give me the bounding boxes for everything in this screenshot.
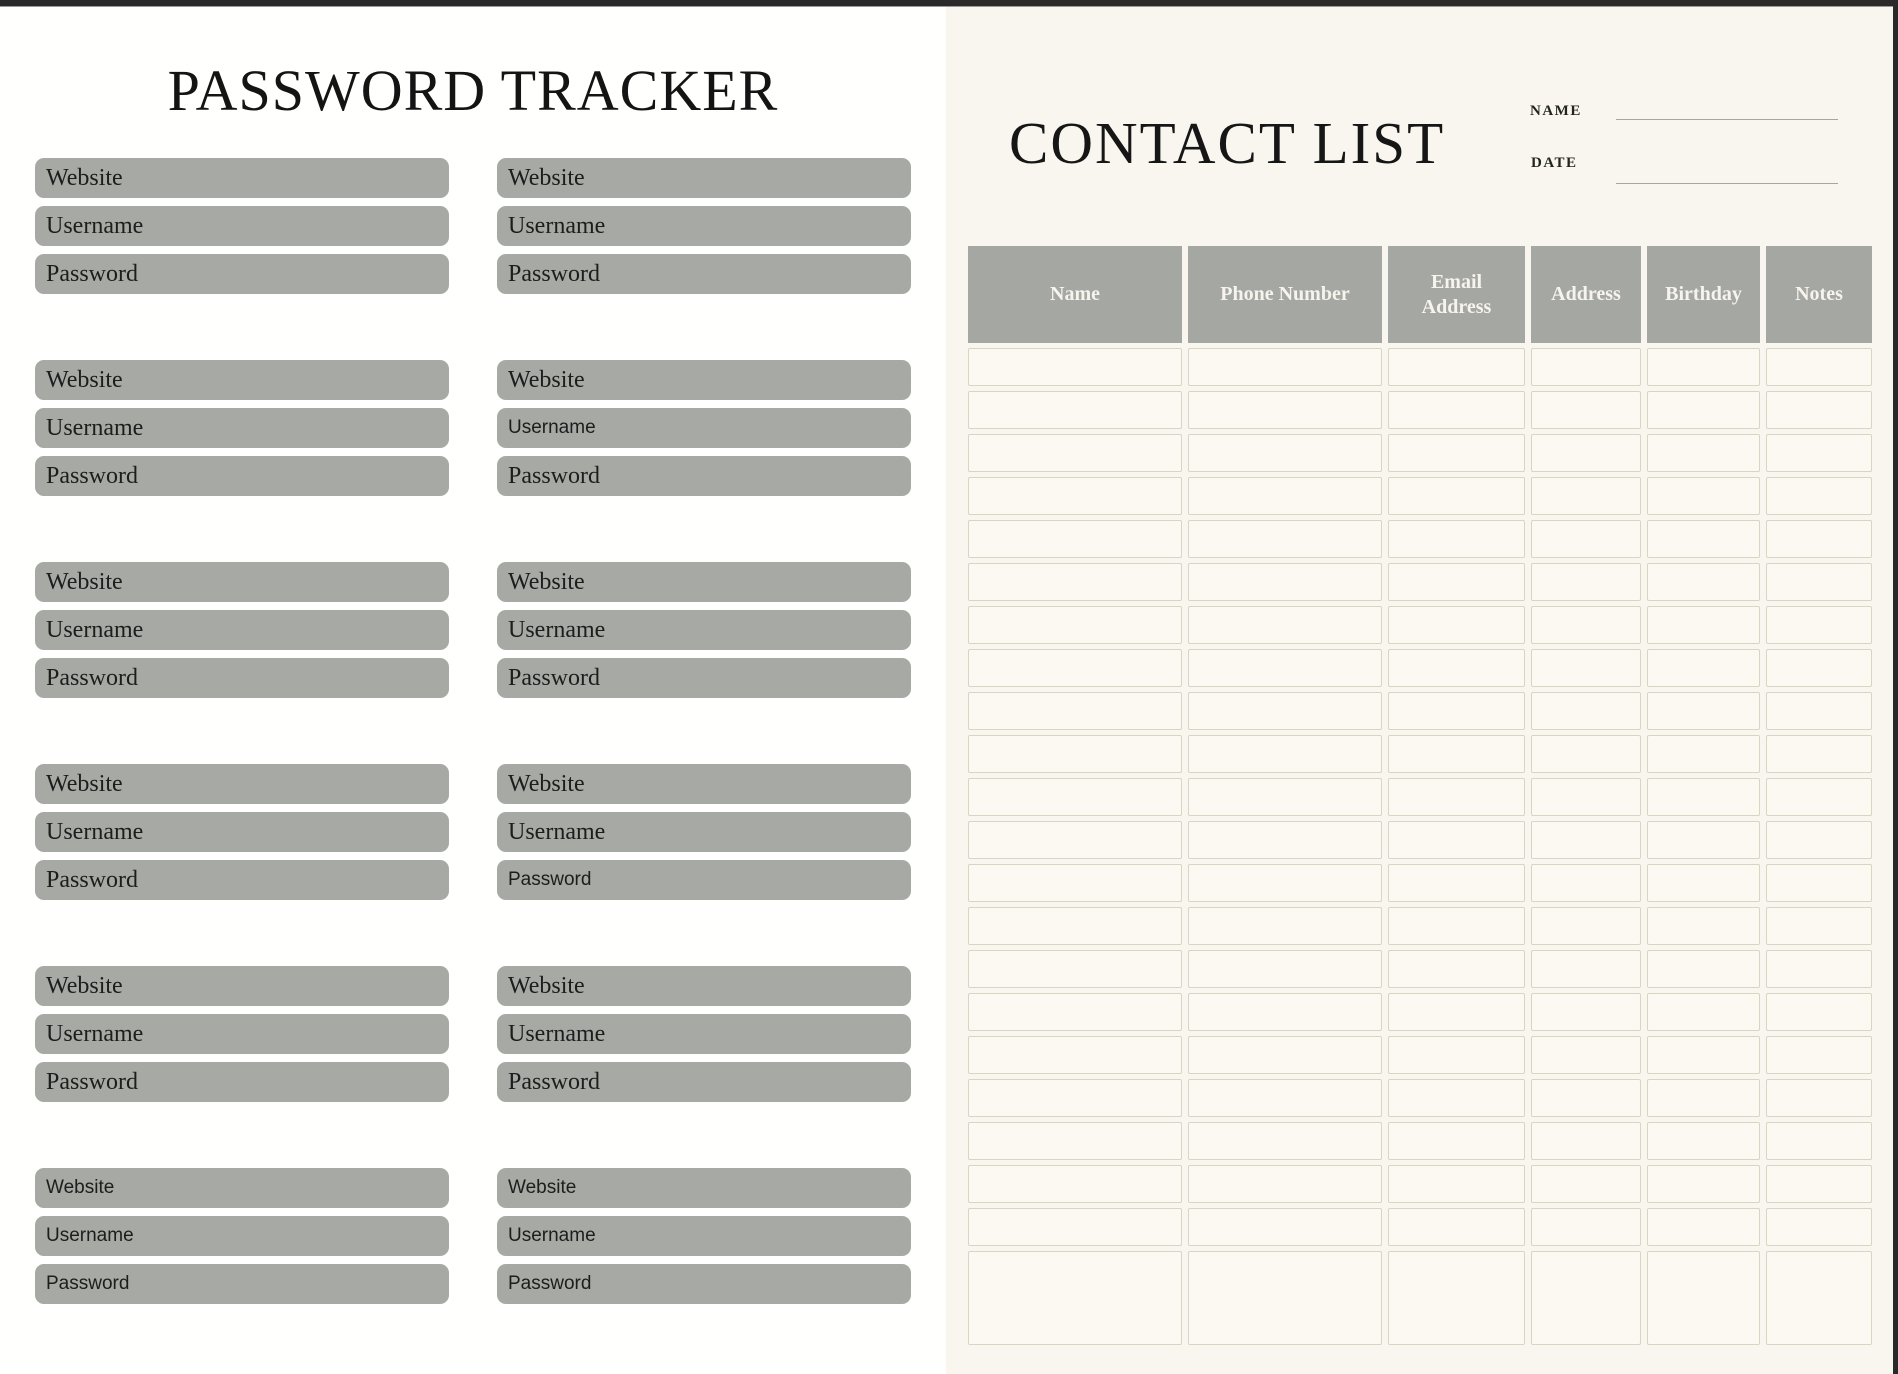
contact-cell-birthday[interactable] [1647, 1079, 1760, 1117]
password-tracker-title: PASSWORD TRACKER [167, 58, 779, 123]
username-field[interactable] [35, 408, 449, 448]
field-label: Password [46, 664, 139, 691]
contact-cell-birthday[interactable] [1647, 692, 1760, 730]
contact-cell-email-address[interactable] [1388, 821, 1525, 859]
contact-cell-notes[interactable] [1766, 434, 1872, 472]
contact-cell-name[interactable] [968, 1208, 1182, 1246]
contact-cell-email-address[interactable] [1388, 477, 1525, 515]
contact-cell-notes[interactable] [1766, 993, 1872, 1031]
contact-list-page [946, 7, 1893, 1374]
contact-cell-phone-number[interactable] [1188, 1122, 1382, 1160]
username-field[interactable] [35, 610, 449, 650]
contact-table-row [968, 520, 1873, 558]
contact-cell-address[interactable] [1531, 1165, 1641, 1203]
password-field[interactable] [35, 1264, 449, 1304]
field-label: Website [508, 164, 585, 191]
password-field[interactable] [35, 1062, 449, 1102]
contact-cell-name[interactable] [968, 520, 1182, 558]
contact-cell-notes[interactable] [1766, 1251, 1872, 1345]
password-entry-group [497, 1168, 911, 1312]
contact-table-row [968, 735, 1873, 773]
contact-cell-phone-number[interactable] [1188, 649, 1382, 687]
contact-cell-address[interactable] [1531, 1251, 1641, 1345]
password-field[interactable] [497, 1062, 911, 1102]
contact-table [968, 246, 1873, 1350]
contact-cell-birthday[interactable] [1647, 434, 1760, 472]
contact-cell-email-address[interactable] [1388, 950, 1525, 988]
contact-cell-phone-number[interactable] [1188, 391, 1382, 429]
contact-cell-email-address[interactable] [1388, 993, 1525, 1031]
contact-cell-birthday[interactable] [1647, 520, 1760, 558]
username-field[interactable] [497, 408, 911, 448]
contact-cell-address[interactable] [1531, 606, 1641, 644]
website-field[interactable] [497, 158, 911, 198]
field-label: Password [508, 1273, 592, 1294]
password-field[interactable] [497, 860, 911, 900]
field-label: Username [46, 212, 144, 239]
column-header-notes: Notes [1766, 246, 1872, 343]
field-label: Password [46, 866, 139, 893]
contact-cell-birthday[interactable] [1647, 993, 1760, 1031]
name-label: NAME [1530, 103, 1582, 119]
password-entry-group [35, 966, 449, 1110]
contact-cell-name[interactable] [968, 735, 1182, 773]
contact-cell-birthday[interactable] [1647, 391, 1760, 429]
password-entry-group [35, 158, 449, 302]
field-label: Username [508, 1225, 596, 1246]
contact-cell-notes[interactable] [1766, 348, 1872, 386]
contact-cell-phone-number[interactable] [1188, 950, 1382, 988]
contact-list-title: CONTACT LIST [1009, 110, 1446, 176]
contact-table-row [968, 907, 1873, 945]
contact-cell-name[interactable] [968, 1251, 1182, 1345]
contact-cell-email-address[interactable] [1388, 606, 1525, 644]
contact-cell-birthday[interactable] [1647, 950, 1760, 988]
contact-cell-address[interactable] [1531, 1122, 1641, 1160]
column-header-email-address: Email Address [1388, 246, 1525, 343]
contact-cell-birthday[interactable] [1647, 348, 1760, 386]
field-label: Website [508, 366, 585, 393]
contact-cell-email-address[interactable] [1388, 692, 1525, 730]
field-label: Website [46, 1177, 115, 1198]
website-field[interactable] [497, 360, 911, 400]
contact-cell-address[interactable] [1531, 1079, 1641, 1117]
contact-table-row [968, 1165, 1873, 1203]
contact-cell-phone-number[interactable] [1188, 520, 1382, 558]
contact-cell-notes[interactable] [1766, 1079, 1872, 1117]
username-field[interactable] [497, 610, 911, 650]
name-fill-line[interactable] [1616, 119, 1838, 120]
password-field[interactable] [35, 254, 449, 294]
contact-cell-email-address[interactable] [1388, 563, 1525, 601]
contact-cell-email-address[interactable] [1388, 348, 1525, 386]
username-field[interactable] [35, 1216, 449, 1256]
column-header-address: Address [1531, 246, 1641, 343]
password-entry-group [497, 562, 911, 706]
contact-cell-name[interactable] [968, 563, 1182, 601]
password-entry-group [497, 158, 911, 302]
field-label: Website [46, 164, 123, 191]
contact-cell-address[interactable] [1531, 864, 1641, 902]
date-fill-line[interactable] [1616, 183, 1838, 184]
website-field[interactable] [35, 966, 449, 1006]
password-field[interactable] [497, 658, 911, 698]
field-label: Username [508, 818, 606, 845]
contact-cell-email-address[interactable] [1388, 778, 1525, 816]
username-field[interactable] [35, 812, 449, 852]
contact-cell-notes[interactable] [1766, 1036, 1872, 1074]
contact-cell-email-address[interactable] [1388, 649, 1525, 687]
contact-cell-name[interactable] [968, 778, 1182, 816]
contact-cell-name[interactable] [968, 606, 1182, 644]
contact-cell-birthday[interactable] [1647, 1165, 1760, 1203]
field-label: Username [46, 818, 144, 845]
website-field[interactable] [35, 562, 449, 602]
contact-table-row [968, 348, 1873, 386]
contact-cell-phone-number[interactable] [1188, 1251, 1382, 1345]
contact-cell-email-address[interactable] [1388, 1251, 1525, 1345]
contact-cell-birthday[interactable] [1647, 864, 1760, 902]
contact-cell-notes[interactable] [1766, 520, 1872, 558]
contact-table-row [968, 606, 1873, 644]
contact-table-row [968, 563, 1873, 601]
password-entry-group [35, 360, 449, 504]
contact-cell-name[interactable] [968, 391, 1182, 429]
contact-cell-address[interactable] [1531, 1208, 1641, 1246]
contact-cell-name[interactable] [968, 950, 1182, 988]
contact-cell-birthday[interactable] [1647, 821, 1760, 859]
column-header-birthday: Birthday [1647, 246, 1760, 343]
contact-cell-birthday[interactable] [1647, 1251, 1760, 1345]
field-label: Password [46, 1273, 130, 1294]
contact-table-row [968, 778, 1873, 816]
contact-table-row [968, 950, 1873, 988]
contact-table-header-row [968, 246, 1873, 343]
contact-cell-address[interactable] [1531, 477, 1641, 515]
contact-cell-address[interactable] [1531, 649, 1641, 687]
field-label: Username [46, 414, 144, 441]
contact-cell-name[interactable] [968, 907, 1182, 945]
field-label: Password [508, 462, 601, 489]
column-header-name: Name [968, 246, 1182, 343]
field-label: Username [508, 212, 606, 239]
contact-table-row [968, 1122, 1873, 1160]
top-window-bar [0, 0, 1898, 7]
contact-cell-notes[interactable] [1766, 391, 1872, 429]
contact-table-row [968, 1251, 1873, 1345]
contact-cell-name[interactable] [968, 348, 1182, 386]
contact-cell-address[interactable] [1531, 520, 1641, 558]
contact-table-row [968, 692, 1873, 730]
contact-cell-address[interactable] [1531, 692, 1641, 730]
contact-cell-name[interactable] [968, 993, 1182, 1031]
field-label: Username [46, 1020, 144, 1047]
contact-table-row [968, 821, 1873, 859]
contact-cell-address[interactable] [1531, 563, 1641, 601]
contact-cell-phone-number[interactable] [1188, 864, 1382, 902]
username-field[interactable] [35, 206, 449, 246]
password-entry-group [497, 360, 911, 504]
field-label: Website [46, 770, 123, 797]
contact-cell-notes[interactable] [1766, 606, 1872, 644]
password-entry-group [35, 562, 449, 706]
contact-cell-address[interactable] [1531, 778, 1641, 816]
contact-cell-name[interactable] [968, 821, 1182, 859]
contact-cell-name[interactable] [968, 434, 1182, 472]
field-label: Username [508, 417, 596, 438]
contact-cell-address[interactable] [1531, 950, 1641, 988]
website-field[interactable] [35, 360, 449, 400]
contact-cell-birthday[interactable] [1647, 907, 1760, 945]
password-entry-group [35, 764, 449, 908]
contact-cell-name[interactable] [968, 1165, 1182, 1203]
contact-cell-phone-number[interactable] [1188, 348, 1382, 386]
contact-cell-phone-number[interactable] [1188, 907, 1382, 945]
contact-cell-name[interactable] [968, 1036, 1182, 1074]
contact-cell-notes[interactable] [1766, 907, 1872, 945]
contact-table-row [968, 1036, 1873, 1074]
contact-cell-address[interactable] [1531, 348, 1641, 386]
contact-cell-address[interactable] [1531, 1036, 1641, 1074]
field-label: Password [46, 1068, 139, 1095]
website-field[interactable] [35, 764, 449, 804]
website-field[interactable] [35, 158, 449, 198]
contact-cell-notes[interactable] [1766, 692, 1872, 730]
field-label: Username [46, 1225, 134, 1246]
contact-table-row [968, 477, 1873, 515]
contact-cell-email-address[interactable] [1388, 1122, 1525, 1160]
password-field[interactable] [497, 254, 911, 294]
contact-cell-email-address[interactable] [1388, 1079, 1525, 1117]
contact-cell-notes[interactable] [1766, 1165, 1872, 1203]
contact-cell-birthday[interactable] [1647, 778, 1760, 816]
contact-cell-email-address[interactable] [1388, 1165, 1525, 1203]
contact-cell-name[interactable] [968, 1079, 1182, 1117]
password-field[interactable] [35, 456, 449, 496]
contact-cell-email-address[interactable] [1388, 735, 1525, 773]
contact-cell-email-address[interactable] [1388, 1208, 1525, 1246]
contact-cell-notes[interactable] [1766, 477, 1872, 515]
contact-cell-notes[interactable] [1766, 649, 1872, 687]
field-label: Website [46, 366, 123, 393]
field-label: Username [508, 616, 606, 643]
date-label: DATE [1531, 155, 1578, 171]
contact-cell-notes[interactable] [1766, 1208, 1872, 1246]
contact-cell-email-address[interactable] [1388, 520, 1525, 558]
contact-cell-notes[interactable] [1766, 950, 1872, 988]
contact-cell-notes[interactable] [1766, 563, 1872, 601]
password-entry-group [35, 1168, 449, 1312]
contact-cell-email-address[interactable] [1388, 1036, 1525, 1074]
password-entry-group [497, 764, 911, 908]
contact-cell-phone-number[interactable] [1188, 1079, 1382, 1117]
contact-cell-notes[interactable] [1766, 778, 1872, 816]
contact-cell-phone-number[interactable] [1188, 735, 1382, 773]
field-label: Password [508, 1068, 601, 1095]
column-header-phone-number: Phone Number [1188, 246, 1382, 343]
contact-cell-address[interactable] [1531, 434, 1641, 472]
contact-cell-notes[interactable] [1766, 735, 1872, 773]
contact-cell-notes[interactable] [1766, 864, 1872, 902]
contact-cell-notes[interactable] [1766, 821, 1872, 859]
password-field[interactable] [497, 1264, 911, 1304]
contact-cell-phone-number[interactable] [1188, 563, 1382, 601]
website-field[interactable] [497, 562, 911, 602]
contact-cell-phone-number[interactable] [1188, 1036, 1382, 1074]
field-label: Website [508, 568, 585, 595]
password-field[interactable] [497, 456, 911, 496]
contact-cell-email-address[interactable] [1388, 391, 1525, 429]
password-entry-group [497, 966, 911, 1110]
field-label: Password [46, 462, 139, 489]
contact-cell-name[interactable] [968, 477, 1182, 515]
contact-table-row [968, 1208, 1873, 1246]
contact-cell-address[interactable] [1531, 993, 1641, 1031]
contact-cell-birthday[interactable] [1647, 649, 1760, 687]
contact-table-row [968, 1079, 1873, 1117]
contact-cell-phone-number[interactable] [1188, 821, 1382, 859]
contact-cell-name[interactable] [968, 692, 1182, 730]
contact-cell-phone-number[interactable] [1188, 1165, 1382, 1203]
contact-cell-address[interactable] [1531, 391, 1641, 429]
username-field[interactable] [497, 206, 911, 246]
username-field[interactable] [35, 1014, 449, 1054]
contact-cell-birthday[interactable] [1647, 606, 1760, 644]
field-label: Username [508, 1020, 606, 1047]
username-field[interactable] [497, 812, 911, 852]
contact-table-row [968, 391, 1873, 429]
field-label: Website [46, 972, 123, 999]
contact-cell-birthday[interactable] [1647, 1208, 1760, 1246]
contact-cell-phone-number[interactable] [1188, 606, 1382, 644]
contact-cell-name[interactable] [968, 864, 1182, 902]
username-field[interactable] [497, 1014, 911, 1054]
website-field[interactable] [35, 1168, 449, 1208]
contact-cell-phone-number[interactable] [1188, 993, 1382, 1031]
contact-table-row [968, 434, 1873, 472]
contact-cell-phone-number[interactable] [1188, 692, 1382, 730]
contact-cell-address[interactable] [1531, 735, 1641, 773]
field-label: Password [46, 260, 139, 287]
field-label: Password [508, 664, 601, 691]
field-label: Password [508, 869, 592, 890]
field-label: Username [46, 616, 144, 643]
field-label: Website [508, 770, 585, 797]
contact-table-row [968, 649, 1873, 687]
contact-cell-birthday[interactable] [1647, 477, 1760, 515]
contact-cell-phone-number[interactable] [1188, 434, 1382, 472]
contact-cell-address[interactable] [1531, 821, 1641, 859]
password-field[interactable] [35, 860, 449, 900]
field-label: Website [46, 568, 123, 595]
password-field[interactable] [35, 658, 449, 698]
contact-cell-name[interactable] [968, 649, 1182, 687]
website-field[interactable] [497, 764, 911, 804]
contact-cell-name[interactable] [968, 1122, 1182, 1160]
username-field[interactable] [497, 1216, 911, 1256]
contact-cell-address[interactable] [1531, 907, 1641, 945]
field-label: Password [508, 260, 601, 287]
contact-cell-email-address[interactable] [1388, 864, 1525, 902]
contact-cell-birthday[interactable] [1647, 1122, 1760, 1160]
contact-cell-birthday[interactable] [1647, 1036, 1760, 1074]
contact-cell-birthday[interactable] [1647, 735, 1760, 773]
contact-cell-birthday[interactable] [1647, 563, 1760, 601]
contact-cell-phone-number[interactable] [1188, 1208, 1382, 1246]
contact-table-row [968, 993, 1873, 1031]
website-field[interactable] [497, 1168, 911, 1208]
field-label: Website [508, 972, 585, 999]
contact-cell-email-address[interactable] [1388, 434, 1525, 472]
website-field[interactable] [497, 966, 911, 1006]
contact-table-row [968, 864, 1873, 902]
contact-cell-email-address[interactable] [1388, 907, 1525, 945]
password-tracker-page [0, 7, 946, 1374]
contact-cell-notes[interactable] [1766, 1122, 1872, 1160]
contact-cell-phone-number[interactable] [1188, 778, 1382, 816]
contact-cell-phone-number[interactable] [1188, 477, 1382, 515]
right-window-bar [1893, 0, 1898, 1374]
field-label: Website [508, 1177, 577, 1198]
